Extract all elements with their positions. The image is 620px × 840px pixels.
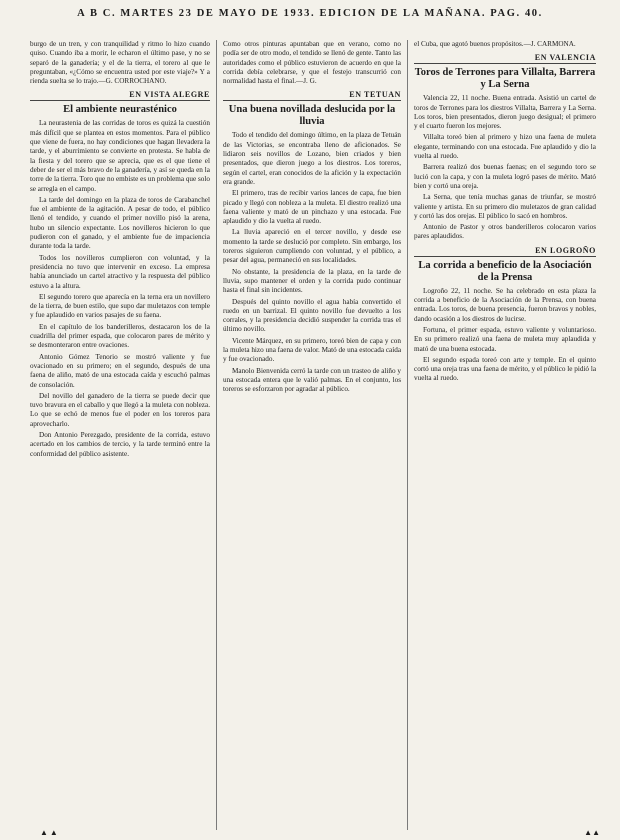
paragraph: Villalta toreó bien al primero y hizo una faena de muleta elegante, terminando con una estocada. Fue aplaudido y dio la vuelta al ruedo.	[414, 133, 596, 161]
paragraph: La neurastenia de las corridas de toros es quizá la cuestión más difícil que se plantea en estos momentos. Para el público que viene de fuera, no hay condiciones que hagan llevadera la tarde, y el aburrimiento se convierte en protesta. Se habla de la fiesta y del torero que se aprecia, que es el que tiene el deber de ser el más bravo de la ganadería, y así se queda en la torre de la tierra. Toro que no embiste es un problema que solo se arregla en el campo.	[30, 119, 210, 193]
paragraph: Antonio Gómez Tenorio se mostró valiente y fue ovacionado en su primero; en el segundo, después de una faena de aliño, mató de una estocada caída y escuchó palmas de consolación.	[30, 352, 210, 389]
paragraph: Fortuna, el primer espada, estuvo valiente y voluntarioso. En su primero realizó una faena de muleta muy aplaudida y mató de una buena estocada.	[414, 325, 596, 353]
paragraph: Manolo Bienvenida cerró la tarde con un trasteo de aliño y una estocada entera que le valió palmas. En el conjunto, los toreros se esforzaron por agradar al público.	[223, 366, 401, 394]
paragraph: No obstante, la presidencia de la plaza, en la tarde de lluvia, supo mantener el orden y la corrida pudo continuar hasta el final sin incidentes.	[223, 267, 401, 295]
paragraph: El primero, tras de recibir varios lances de capa, fue bien picado y llegó con nobleza a la muleta. El diestro realizó una faena valiente y mató de un pinchazo y una estocada. Fue aplaudido y dio la vuelta al ruedo.	[223, 189, 401, 226]
column-3-opening: el Cuba, que agotó buenos propósitos.—J. CARMONA.	[414, 40, 576, 48]
column-1	[30, 40, 210, 830]
footer-left-mark: ▲ ▲	[40, 828, 58, 837]
paragraph: Barrera realizó dos buenas faenas; en el segundo toro se lució con la capa, y con la muleta logró pases de mérito. Mató bien y cortó una oreja.	[414, 163, 596, 190]
paragraph: Todo el tendido del domingo último, en la plaza de Tetuán de las Victorias, se encontraba lleno de aficionados. Se lidiaron seis novillos de Lozano, bien criados y bien presentados, que dieron juego a los diestros. Los toreros, según el cartel, eran conocidos de la afición y la expectación era grande.	[223, 131, 401, 186]
paragraph: En el capítulo de los banderilleros, destacaron los de la cuadrilla del primer espada, que colocaron pares de mérito y se desmonteraron entre ovaciones.	[30, 322, 210, 350]
paragraph: Después del quinto novillo el agua había convertido el ruedo en un barrizal. El quinto novillo fue devuelto a los corrales, y la presidencia decidió suspender la corrida tras el último novillo.	[223, 297, 401, 334]
headline-logrono: La corrida a beneficio de la Asociación de la Prensa	[418, 259, 592, 283]
paragraph: Todos los novilleros cumplieron con voluntad, y la presidencia no tuvo que intervenir en exceso. La empresa había anunciado un cartel atractivo y la respuesta del público estuvo a la altura.	[30, 253, 210, 290]
section-vista-alegre: EN VISTA ALEGRE	[30, 90, 210, 101]
paragraph: Vicente Márquez, en su primero, toreó bien de capa y con la muleta hizo una faena de valor. Mató de una estocada caída y fue ovacionado.	[223, 336, 401, 364]
paragraph: Antonio de Pastor y otros banderilleros colocaron varios pares aplaudidos.	[414, 223, 596, 241]
column-divider	[216, 40, 217, 830]
column-3	[414, 40, 596, 830]
paragraph: El segundo espada toreó con arte y temple. En el quinto cortó una oreja tras una faena de mérito, y el público le pidió la vuelta al ruedo.	[414, 355, 596, 383]
section-valencia: EN VALENCIA	[414, 53, 596, 64]
masthead-text: A B C. MARTES 23 DE MAYO DE 1933. EDICION DE LA MAÑANA. PAG. 40.	[77, 7, 543, 19]
masthead	[0, 0, 620, 26]
paragraph: Del novillo del ganadero de la tierra se puede decir que tuvo bravura en el caballo y que llegó a la muleta con nobleza. Lo que se echó de menos fue el poder en los toreros para aprovecharlo.	[30, 391, 210, 428]
section-logrono: EN LOGROÑO	[414, 246, 596, 257]
paragraph: Valencia 22, 11 noche. Buena entrada. Asistió un cartel de toros de Terrones para los diestros Villalta, Barrera y La Serna. Los toros, bien presentados, dieron juego desigual; el primero y el cuarto fueron los mejores.	[414, 94, 596, 131]
paragraph: Logroño 22, 11 noche. Se ha celebrado en esta plaza la corrida a beneficio de la Asociación de la Prensa, con buena entrada. Los toros, de buena presencia, fueron bravos y nobles, dando ocasión a los diestros de lucirse.	[414, 286, 596, 323]
paragraph: La lluvia apareció en el tercer novillo, y desde ese momento la tarde se deslució por completo. Sin embargo, los toreros siguieron cumpliendo con voluntad, y el público, a pesar del agua, permaneció en sus localidades.	[223, 228, 401, 265]
column-2-opening: Como otros pinturas apuntaban que en verano, como no podía ser de otro modo, el tendido se llenó de gente. Tanto las autoridades como el público estuvieron de acuerdo en que la corrida debía celebrarse, y que el festejo transcurrió con normalidad hasta el final.—J. G.	[223, 40, 401, 86]
section-tetuan: EN TETUAN	[223, 90, 401, 101]
headline-novillada: Una buena novillada deslucida por la lluvia	[228, 104, 396, 128]
paragraph: La Serna, que tenía muchas ganas de triunfar, se mostró valiente y artista. En su primero dio muletazos de gran calidad y cortó las dos orejas. El público lo sacó en hombros.	[414, 193, 596, 220]
page-columns	[30, 40, 596, 830]
page-footer	[40, 828, 600, 838]
footer-right-mark: ▲▲	[584, 828, 600, 837]
paragraph: Don Antonio Perezgado, presidente de la corrida, estuvo acertado en los cambios de tercio, y la tarde terminó entre la conformidad del público asistente.	[30, 430, 210, 458]
column-1-opening: burgo de un tren, y con tranquilidad y ritmo lo hizo cuando quiso. Cuando iba a morir, le echaron el último pase, y no se separó de la ganadería; y el de la tierra, el torero al que le preguntaban, «¿Cómo se encuentra usted por este viaje?» Y a rienda suelta se lo trajo.—G. CORROCHANO.	[30, 40, 210, 86]
paragraph: La tarde del domingo en la plaza de toros de Carabanchel fue el ambiente de la agitación. A pesar de todo, el público llenó el tendido, y cuando el primer novillo pisó la arena, hubo un silencio expectante. Los novilleros hicieron lo que pudieron con el ganado, y el ambiente fue de impaciencia durante toda la tarde.	[30, 195, 210, 251]
paragraph: El segundo torero que aparecía en la terna era un novillero de la tierra, de buen estilo, que supo dar muletazos con temple y fue aplaudido en varios pasajes de su faena.	[30, 292, 210, 320]
column-2	[223, 40, 401, 830]
headline-ambiente: El ambiente neurasténico	[63, 104, 177, 116]
column-divider	[407, 40, 408, 830]
headline-valencia: Toros de Terrones para Villalta, Barrera y La Serna	[414, 67, 596, 91]
